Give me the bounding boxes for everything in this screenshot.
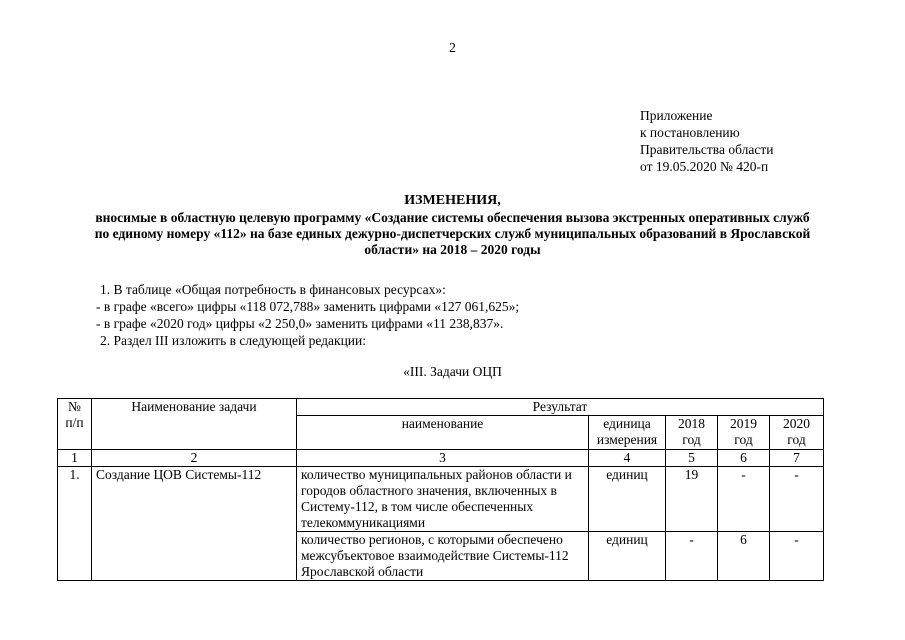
task-name-cell: Создание ЦОВ Системы-112 <box>92 467 297 581</box>
header-unit: единица измерения <box>589 416 666 450</box>
task-num-cell: 1. <box>58 467 92 581</box>
document-title-block <box>0 193 905 258</box>
document-subtitle-line: по единому номеру «112» на базе единых дежурно-диспетчерских служб муниципальных образований в Ярославской <box>94 226 811 241</box>
header-result: Результат <box>297 399 824 416</box>
col-number: 4 <box>589 450 666 467</box>
result-name-cell: количество муниципальных районов области и городов областного значения, включенных в Систему-112, в том числе обеспеченных телекоммуникациями <box>297 467 589 532</box>
document-subtitle-line: вносимые в областную целевую программу «Создание системы обеспечения вызова экстренных оперативных служб <box>95 210 810 225</box>
col-number: 6 <box>718 450 770 467</box>
col-number: 1 <box>58 450 92 467</box>
tasks-table <box>57 398 824 581</box>
header-2018: 2018 год <box>666 416 718 450</box>
table-header-row <box>58 399 824 416</box>
header-name: наименование <box>297 416 589 450</box>
appendix-line: к постановлению <box>640 125 740 140</box>
paragraph: 1. В таблице «Общая потребность в финансовых ресурсах»: <box>100 282 446 297</box>
appendix-block <box>640 107 773 175</box>
paragraph: - в графе «всего» цифры «118 072,788» заменить цифрами «127 061,625»; <box>96 299 520 314</box>
result-name-cell: количество регионов, с которыми обеспечено межсубъектовое взаимодействие Системы-112 Ярославской области <box>297 532 589 581</box>
result-2018-cell: 19 <box>666 467 718 532</box>
result-2020-cell: - <box>770 532 824 581</box>
col-number: 2 <box>92 450 297 467</box>
result-2018-cell: - <box>666 532 718 581</box>
header-2020: 2020 год <box>770 416 824 450</box>
appendix-date-line: от 19.05.2020 № 420-п <box>640 159 769 174</box>
result-2019-cell: 6 <box>718 532 770 581</box>
column-numbers-row <box>58 450 824 467</box>
col-number: 5 <box>666 450 718 467</box>
header-2019: 2019 год <box>718 416 770 450</box>
paragraph: 2. Раздел III изложить в следующей редакции: <box>100 333 367 348</box>
col-number: 7 <box>770 450 824 467</box>
document-subtitle-line: области» на 2018 – 2020 годы <box>364 242 541 257</box>
section-heading: «III. Задачи ОЦП <box>403 364 502 379</box>
appendix-line: Правительства области <box>640 142 774 157</box>
page-number: 2 <box>449 40 456 55</box>
result-unit-cell: единиц <box>589 532 666 581</box>
header-num: № п/п <box>58 399 92 450</box>
result-2020-cell: - <box>770 467 824 532</box>
appendix-line: Приложение <box>640 108 713 123</box>
result-2019-cell: - <box>718 467 770 532</box>
body-paragraphs <box>96 281 520 349</box>
paragraph: - в графе «2020 год» цифры «2 250,0» заменить цифрами «11 238,837». <box>96 316 504 331</box>
header-task: Наименование задачи <box>92 399 297 450</box>
table-row <box>58 467 824 532</box>
result-unit-cell: единиц <box>589 467 666 532</box>
col-number: 3 <box>297 450 589 467</box>
document-title: ИЗМЕНЕНИЯ, <box>404 193 501 208</box>
